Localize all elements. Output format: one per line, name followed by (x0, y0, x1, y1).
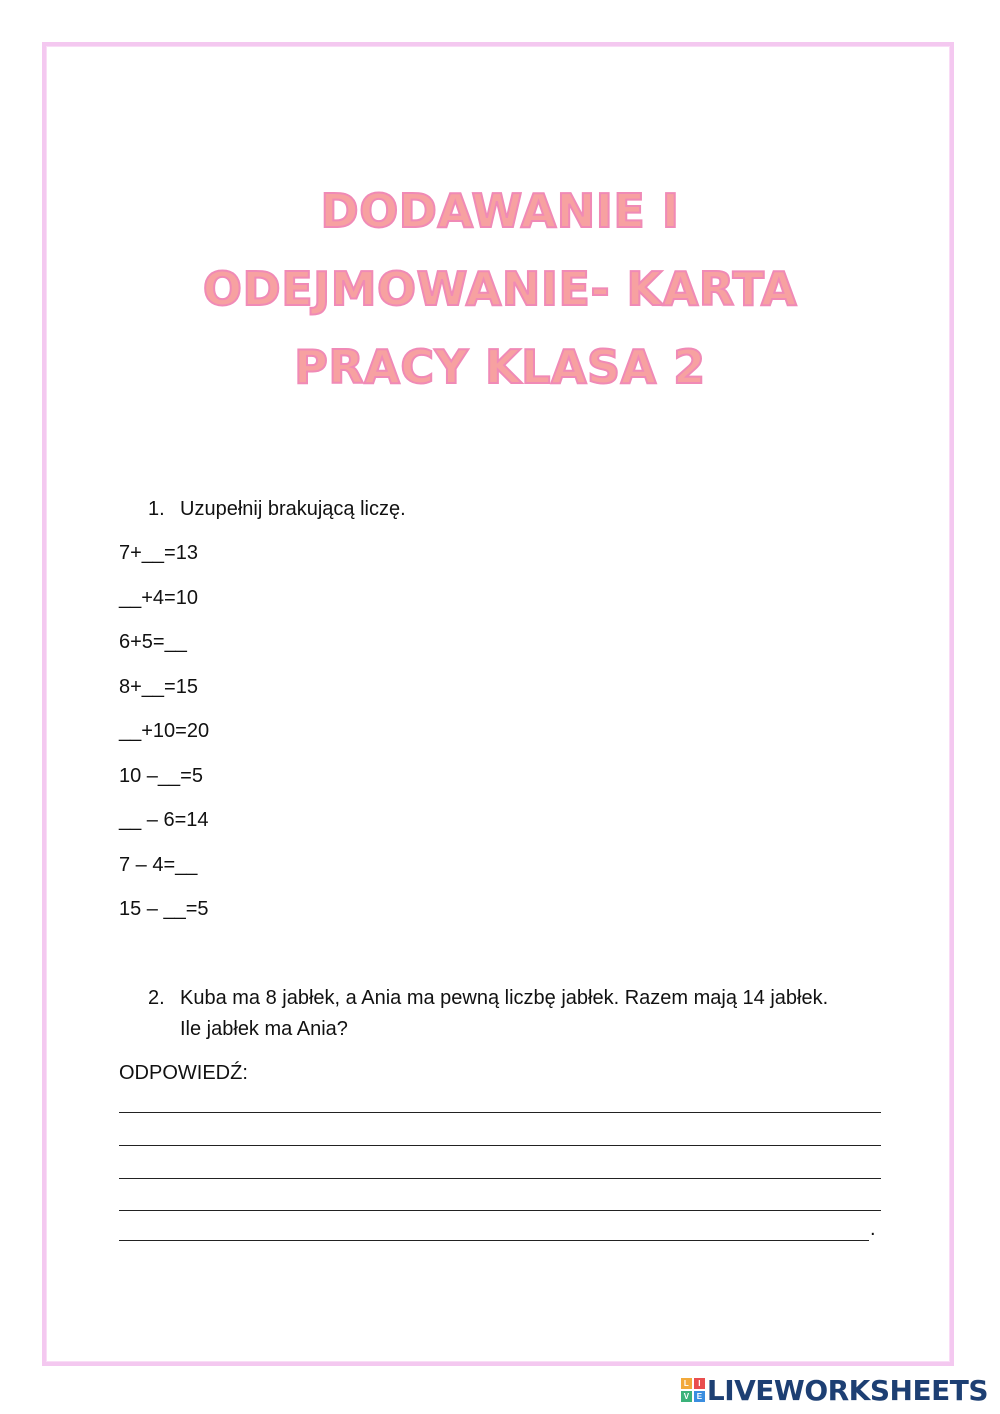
answer-line[interactable] (119, 1178, 881, 1179)
exercise-item[interactable]: 7 – 4=__ (119, 854, 198, 876)
task-2-text-line-1: Kuba ma 8 jabłek, a Ania ma pewną liczbę jabłek. Razem mają 14 jabłek. (180, 987, 829, 1009)
logo-tile: E (694, 1391, 705, 1402)
exercise-item[interactable]: 15 – __=5 (119, 898, 209, 920)
task-2-text-line-2: Ile jabłek ma Ania? (180, 1018, 348, 1040)
title-line-3: PRACY KLASA 2 (294, 340, 706, 394)
exercise-item[interactable]: 6+5=__ (119, 631, 187, 653)
task-2-heading (148, 983, 888, 1045)
exercise-item[interactable]: __+10=20 (119, 720, 210, 742)
answer-label: ODPOWIEDŹ: (119, 1062, 248, 1084)
exercise-item[interactable]: __ – 6=14 (119, 809, 209, 831)
answer-line[interactable] (119, 1112, 881, 1113)
exercise-item[interactable]: 10 –__=5 (119, 765, 203, 787)
liveworksheets-brand (681, 1374, 988, 1406)
answer-line[interactable] (119, 1145, 881, 1146)
exercise-item[interactable]: 7+__=13 (119, 542, 198, 564)
exercise-item[interactable]: 8+__=15 (119, 676, 198, 698)
task-1-heading (148, 494, 888, 525)
title-line-1: DODAWANIE I (320, 184, 680, 238)
title-line-2: ODEJMOWANIE- KARTA (202, 262, 798, 316)
logo-tile: V (681, 1391, 692, 1402)
logo-tile: L (681, 1378, 692, 1389)
logo-tile: I (694, 1378, 705, 1389)
exercise-item[interactable]: __+4=10 (119, 587, 198, 609)
task-1-number: 1. (148, 498, 165, 520)
answer-end-period: . (870, 1218, 876, 1240)
brand-name: LIVEWORKSHEETS (706, 1373, 988, 1407)
task-2-number: 2. (148, 987, 165, 1009)
worksheet-title (60, 172, 940, 406)
answer-line[interactable] (119, 1240, 869, 1241)
liveworksheets-logo-icon (681, 1378, 705, 1402)
task-1-text: Uzupełnij brakującą liczę. (180, 498, 406, 520)
answer-line[interactable] (119, 1210, 881, 1211)
